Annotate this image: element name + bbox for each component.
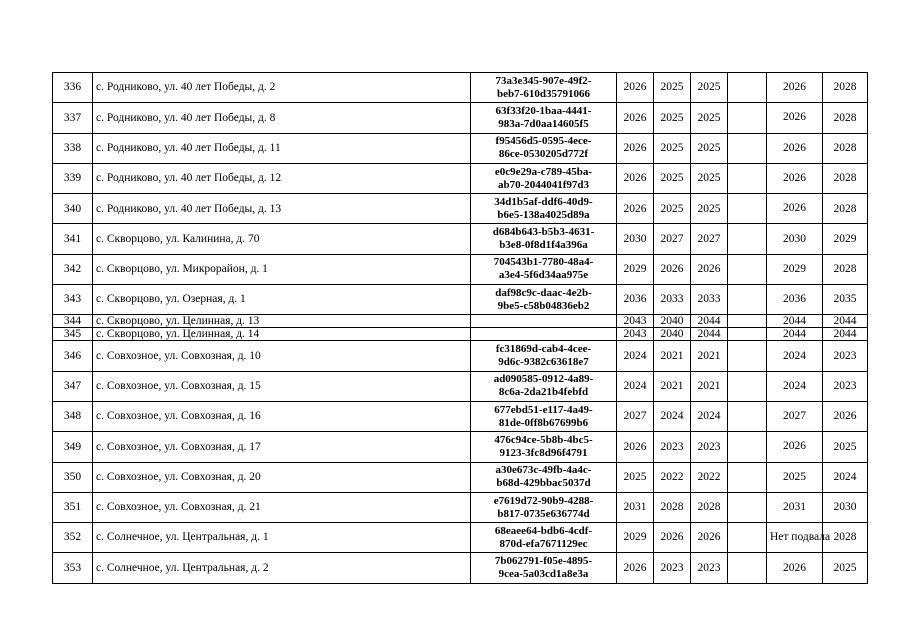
table-row [53, 341, 868, 371]
year-cell-5: 2031 [767, 492, 823, 522]
year-cell-6: 2028 [823, 194, 868, 224]
year-cell-3: 2028 [691, 492, 728, 522]
year-cell-3: 2022 [691, 462, 728, 492]
year-cell-3: 2023 [691, 553, 728, 583]
row-number: 346 [53, 341, 93, 371]
guid-part: 9cea-5a03cd1a8e3a [498, 568, 589, 581]
year-cell-3: 2023 [691, 432, 728, 462]
year-cell-5: 2026 [767, 432, 823, 462]
address-cell: с. Родниково, ул. 40 лет Победы, д. 11 [93, 133, 471, 163]
year-cell-2: 2025 [654, 194, 691, 224]
table-row [53, 285, 868, 315]
row-number: 342 [53, 254, 93, 284]
housing-registry-table [52, 72, 868, 584]
table-row [53, 462, 868, 492]
row-number: 350 [53, 462, 93, 492]
year-cell-4 [728, 328, 767, 341]
guid-part: 73a3e345-907e-49f2- [495, 74, 592, 87]
year-cell-4 [728, 492, 767, 522]
table-row [53, 73, 868, 103]
year-cell-5: 2044 [767, 315, 823, 328]
year-cell-1: 2026 [617, 133, 654, 163]
address-cell: с. Совхозное, ул. Совхозная, д. 21 [93, 492, 471, 522]
row-number: 340 [53, 194, 93, 224]
row-number: 343 [53, 285, 93, 315]
guid-part: 476c94ce-5b8b-4bc5- [494, 433, 593, 446]
year-cell-6: 2028 [823, 73, 868, 103]
table-row [53, 163, 868, 193]
year-cell-2: 2022 [654, 462, 691, 492]
row-number: 347 [53, 371, 93, 401]
table-row [53, 133, 868, 163]
year-cell-5: 2027 [767, 401, 823, 431]
year-cell-2: 2027 [654, 224, 691, 254]
year-cell-3: 2021 [691, 371, 728, 401]
year-cell-1: 2043 [617, 328, 654, 341]
guid-part: 34d1b5af-ddf6-40d9- [494, 195, 593, 208]
year-cell-6: 2028 [823, 133, 868, 163]
address-cell: с. Скворцово, ул. Целинная, д. 13 [93, 315, 471, 328]
guid-part: beb7-610d35791066 [497, 87, 590, 100]
table-row [53, 371, 868, 401]
address-cell: с. Совхозное, ул. Совхозная, д. 16 [93, 401, 471, 431]
address-cell: с. Родниково, ул. 40 лет Победы, д. 12 [93, 163, 471, 193]
year-cell-1: 2026 [617, 432, 654, 462]
table-row [53, 432, 868, 462]
guid-cell [471, 103, 617, 133]
guid-part: 9be5-c58b04836eb2 [497, 299, 590, 312]
guid-part: daf98c9c-daac-4e2b- [495, 286, 592, 299]
year-cell-2: 2028 [654, 492, 691, 522]
year-cell-2: 2025 [654, 163, 691, 193]
year-cell-5: 2036 [767, 285, 823, 315]
table-row [53, 401, 868, 431]
address-cell: с. Скворцово, ул. Калинина, д. 70 [93, 224, 471, 254]
year-cell-1: 2026 [617, 103, 654, 133]
guid-part: e0c9e29a-c789-45ba- [494, 165, 593, 178]
year-cell-6: 2023 [823, 371, 868, 401]
year-cell-2: 2025 [654, 133, 691, 163]
year-cell-4 [728, 523, 767, 553]
year-cell-2: 2025 [654, 103, 691, 133]
row-number: 352 [53, 523, 93, 553]
guid-part: b3e8-0f8d1f4a396a [499, 239, 588, 252]
year-cell-6: 2044 [823, 315, 868, 328]
address-cell: с. Скворцово, ул. Озерная, д. 1 [93, 285, 471, 315]
year-cell-1: 2026 [617, 194, 654, 224]
guid-part: 81de-0ff8b67699b6 [498, 416, 589, 429]
address-cell: с. Родниково, ул. 40 лет Победы, д. 8 [93, 103, 471, 133]
row-number: 341 [53, 224, 93, 254]
row-number: 351 [53, 492, 93, 522]
year-cell-5: 2026 [767, 73, 823, 103]
year-cell-6: 2029 [823, 224, 868, 254]
year-cell-4 [728, 341, 767, 371]
year-cell-2: 2021 [654, 371, 691, 401]
guid-part: e7619d72-90b9-4288- [493, 494, 594, 507]
year-cell-3: 2021 [691, 341, 728, 371]
guid-part: d684b643-b5b3-4631- [492, 226, 595, 239]
year-cell-4 [728, 401, 767, 431]
guid-part: fc31869d-cab4-4cee- [495, 343, 592, 356]
year-cell-6: 2028 [823, 254, 868, 284]
year-cell-3: 2025 [691, 103, 728, 133]
address-cell: с. Родниково, ул. 40 лет Победы, д. 2 [93, 73, 471, 103]
year-cell-6: 2028 [823, 163, 868, 193]
year-cell-4 [728, 432, 767, 462]
year-cell-1: 2036 [617, 285, 654, 315]
year-cell-5: 2024 [767, 341, 823, 371]
guid-part: f95456d5-0595-4ece- [495, 135, 592, 148]
address-cell: с. Совхозное, ул. Совхозная, д. 17 [93, 432, 471, 462]
table-row [53, 224, 868, 254]
year-cell-3: 2044 [691, 328, 728, 341]
table-row [53, 315, 868, 328]
table-row [53, 492, 868, 522]
year-cell-6: 2026 [823, 401, 868, 431]
year-cell-4 [728, 163, 767, 193]
year-cell-3: 2026 [691, 254, 728, 284]
row-number: 345 [53, 328, 93, 341]
table-row [53, 194, 868, 224]
guid-cell [471, 328, 617, 341]
year-cell-3: 2025 [691, 163, 728, 193]
guid-part: b68d-429bbac5037d [496, 477, 591, 490]
guid-part: 983a-7d0aa14605f5 [498, 117, 589, 130]
year-cell-6: 2023 [823, 341, 868, 371]
guid-cell [471, 133, 617, 163]
year-cell-6: 2044 [823, 328, 868, 341]
year-cell-5: 2030 [767, 224, 823, 254]
year-cell-3: 2024 [691, 401, 728, 431]
guid-cell [471, 254, 617, 284]
address-cell: с. Совхозное, ул. Совхозная, д. 20 [93, 462, 471, 492]
year-cell-1: 2024 [617, 341, 654, 371]
year-cell-6: 2025 [823, 432, 868, 462]
guid-part: 8c6a-2da21b4febfd [498, 386, 589, 399]
address-cell: с. Совхозное, ул. Совхозная, д. 10 [93, 341, 471, 371]
guid-part: 704543b1-7780-48a4- [493, 256, 594, 269]
table-row [53, 103, 868, 133]
guid-part: 7b062791-f05e-4895- [494, 555, 593, 568]
table-body [53, 73, 868, 584]
year-cell-4 [728, 315, 767, 328]
table-row [53, 523, 868, 553]
year-cell-1: 2043 [617, 315, 654, 328]
year-cell-2: 2024 [654, 401, 691, 431]
guid-cell [471, 401, 617, 431]
guid-part: 9123-3fc8d96f4791 [499, 446, 588, 459]
guid-cell [471, 315, 617, 328]
guid-cell [471, 341, 617, 371]
guid-cell [471, 432, 617, 462]
year-cell-1: 2026 [617, 163, 654, 193]
year-cell-3: 2025 [691, 194, 728, 224]
guid-cell [471, 371, 617, 401]
guid-part: b817-0735e636774d [497, 507, 590, 520]
year-cell-1: 2026 [617, 553, 654, 583]
year-cell-2: 2040 [654, 315, 691, 328]
year-cell-3: 2027 [691, 224, 728, 254]
year-cell-5: 2024 [767, 371, 823, 401]
year-cell-5: 2026 [767, 553, 823, 583]
year-cell-1: 2025 [617, 462, 654, 492]
year-cell-4 [728, 553, 767, 583]
year-cell-2: 2040 [654, 328, 691, 341]
address-cell: с. Родниково, ул. 40 лет Победы, д. 13 [93, 194, 471, 224]
year-cell-6: 2025 [823, 553, 868, 583]
year-cell-5: 2026 [767, 133, 823, 163]
guid-part: a3e4-5f6d34aa975e [498, 269, 589, 282]
year-cell-6: 2028 [823, 523, 868, 553]
row-number: 336 [53, 73, 93, 103]
year-cell-2: 2021 [654, 341, 691, 371]
year-cell-6: 2028 [823, 103, 868, 133]
year-cell-5: 2025 [767, 462, 823, 492]
guid-cell [471, 224, 617, 254]
year-cell-6: 2024 [823, 462, 868, 492]
year-cell-2: 2026 [654, 254, 691, 284]
guid-cell [471, 492, 617, 522]
row-number: 349 [53, 432, 93, 462]
address-cell: с. Солнечное, ул. Центральная, д. 1 [93, 523, 471, 553]
year-cell-3: 2026 [691, 523, 728, 553]
guid-cell [471, 194, 617, 224]
year-cell-2: 2033 [654, 285, 691, 315]
year-cell-1: 2029 [617, 523, 654, 553]
guid-cell [471, 462, 617, 492]
year-cell-3: 2033 [691, 285, 728, 315]
year-cell-5: 2026 [767, 194, 823, 224]
address-cell: с. Совхозное, ул. Совхозная, д. 15 [93, 371, 471, 401]
year-cell-4 [728, 103, 767, 133]
year-cell-1: 2029 [617, 254, 654, 284]
guid-part: ab70-2044041f97d3 [497, 178, 590, 191]
year-cell-1: 2027 [617, 401, 654, 431]
year-cell-4 [728, 371, 767, 401]
guid-part: 86ce-0530205d772f [498, 148, 589, 161]
guid-part: 870d-efa7671129ec [499, 537, 588, 550]
guid-cell [471, 73, 617, 103]
row-number: 353 [53, 553, 93, 583]
row-number: 337 [53, 103, 93, 133]
row-number: 338 [53, 133, 93, 163]
year-cell-3: 2025 [691, 73, 728, 103]
year-cell-3: 2044 [691, 315, 728, 328]
year-cell-4 [728, 224, 767, 254]
guid-part: 68eaee64-bdb6-4cdf- [494, 524, 593, 537]
year-cell-5: Нет подвала [767, 523, 823, 553]
table-row [53, 553, 868, 583]
year-cell-1: 2024 [617, 371, 654, 401]
guid-cell [471, 163, 617, 193]
year-cell-2: 2025 [654, 73, 691, 103]
year-cell-5: 2026 [767, 163, 823, 193]
year-cell-5: 2044 [767, 328, 823, 341]
guid-part: 9d6c-9382c63618e7 [498, 356, 589, 369]
year-cell-1: 2030 [617, 224, 654, 254]
address-cell: с. Солнечное, ул. Центральная, д. 2 [93, 553, 471, 583]
year-cell-2: 2026 [654, 523, 691, 553]
address-cell: с. Скворцово, ул. Целинная, д. 14 [93, 328, 471, 341]
row-number: 348 [53, 401, 93, 431]
year-cell-4 [728, 194, 767, 224]
year-cell-4 [728, 285, 767, 315]
row-number: 344 [53, 315, 93, 328]
year-cell-4 [728, 462, 767, 492]
guid-cell [471, 285, 617, 315]
year-cell-4 [728, 73, 767, 103]
year-cell-3: 2025 [691, 133, 728, 163]
table-row [53, 328, 868, 341]
year-cell-4 [728, 133, 767, 163]
row-number: 339 [53, 163, 93, 193]
guid-part: 63f33f20-1baa-4441- [495, 104, 592, 117]
year-cell-2: 2023 [654, 553, 691, 583]
year-cell-5: 2026 [767, 103, 823, 133]
year-cell-2: 2023 [654, 432, 691, 462]
year-cell-1: 2026 [617, 73, 654, 103]
year-cell-4 [728, 254, 767, 284]
guid-part: ad090585-0912-4a89- [493, 373, 594, 386]
year-cell-1: 2031 [617, 492, 654, 522]
guid-cell [471, 523, 617, 553]
year-cell-5: 2029 [767, 254, 823, 284]
guid-part: a30e673c-49fb-4a4c- [495, 464, 592, 477]
table-row [53, 254, 868, 284]
guid-cell [471, 553, 617, 583]
guid-part: b6e5-138a4025d89a [497, 208, 590, 221]
guid-part: 677ebd51-e117-4a49- [494, 403, 593, 416]
address-cell: с. Скворцово, ул. Микрорайон, д. 1 [93, 254, 471, 284]
year-cell-6: 2030 [823, 492, 868, 522]
year-cell-6: 2035 [823, 285, 868, 315]
